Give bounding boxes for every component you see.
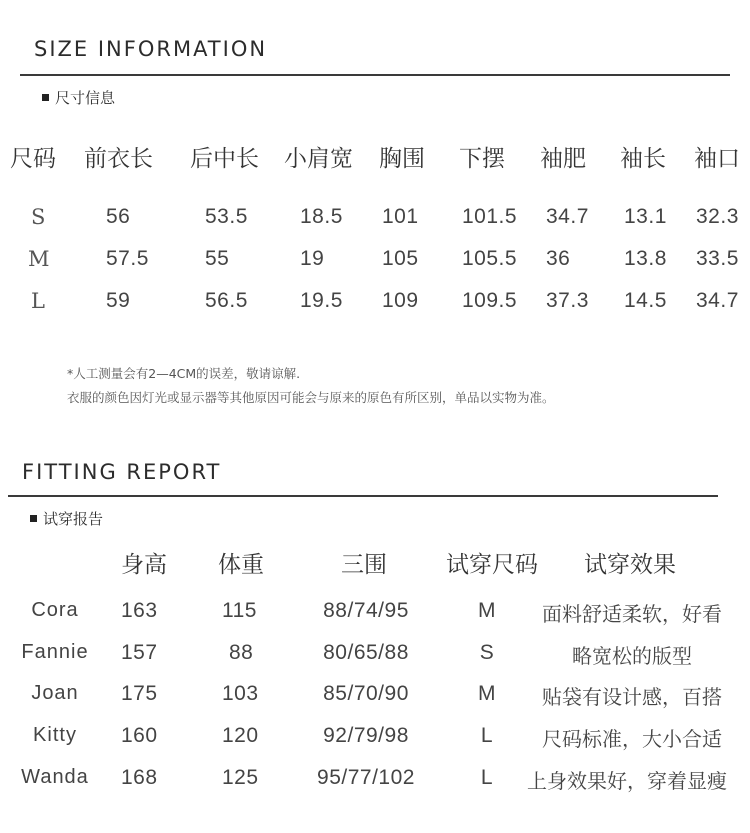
table-cell: 37.3 <box>546 289 589 312</box>
model-measurements: 95/77/102 <box>317 766 415 789</box>
fitting-subtitle-row <box>30 508 103 529</box>
header-hem: 下摆 <box>459 146 505 172</box>
model-fit-size: L <box>480 766 494 789</box>
table-cell: 55 <box>205 247 230 270</box>
model-height: 175 <box>121 682 158 705</box>
header-fit-effect: 试穿效果 <box>584 552 676 578</box>
model-measurements: 88/74/95 <box>323 599 409 622</box>
header-chest: 胸围 <box>379 146 425 172</box>
model-fit-size: S <box>479 641 495 664</box>
model-height: 168 <box>121 766 158 789</box>
fitting-subtitle: 试穿报告 <box>43 510 104 528</box>
table-cell: 13.1 <box>624 205 667 228</box>
header-front-length: 前衣长 <box>84 146 153 172</box>
table-cell: 101.5 <box>462 205 518 228</box>
header-height: 身高 <box>121 552 167 578</box>
model-name: Cora <box>31 599 79 621</box>
table-cell: 57.5 <box>106 247 149 270</box>
model-height: 163 <box>121 599 158 622</box>
header-sleeve-width: 袖肥 <box>540 146 586 172</box>
fitting-report-divider <box>8 495 718 497</box>
model-fit-effect: 略宽松的版型 <box>572 644 692 668</box>
table-cell: 101 <box>382 205 419 228</box>
header-sleeve-length: 袖长 <box>620 146 666 172</box>
model-name: Joan <box>31 682 79 704</box>
model-height: 157 <box>121 641 158 664</box>
size-label: S <box>31 205 46 229</box>
table-cell: 14.5 <box>624 289 667 312</box>
table-cell: 59 <box>106 289 131 312</box>
table-cell: 19 <box>300 247 325 270</box>
model-fit-size: L <box>480 724 494 747</box>
table-cell: 109 <box>382 289 419 312</box>
model-name: Fannie <box>21 641 89 663</box>
model-fit-effect: 面料舒适柔软，好看 <box>542 602 722 626</box>
model-measurements: 80/65/88 <box>323 641 409 664</box>
size-label: L <box>31 289 45 313</box>
model-name: Wanda <box>21 766 89 788</box>
header-measurements: 三围 <box>341 552 387 578</box>
header-shoulder-width: 小肩宽 <box>284 146 353 172</box>
table-cell: 13.8 <box>624 247 667 270</box>
size-info-divider <box>20 74 730 76</box>
model-fit-effect: 尺码标准，大小合适 <box>542 727 722 751</box>
table-cell: 33.5 <box>696 247 739 270</box>
model-weight: 88 <box>229 641 254 664</box>
table-cell: 34.7 <box>696 289 739 312</box>
header-size: 尺码 <box>10 146 56 172</box>
table-cell: 105 <box>382 247 419 270</box>
bullet-icon <box>42 94 49 101</box>
table-cell: 109.5 <box>462 289 518 312</box>
color-note: 衣服的颜色因灯光或显示器等其他原因可能会与原来的原色有所区别，单品以实物为准。 <box>67 390 555 405</box>
table-cell: 36 <box>546 247 571 270</box>
size-label: M <box>28 247 50 271</box>
model-fit-effect: 贴袋有设计感，百搭 <box>542 685 722 709</box>
size-info-title: SIZE INFORMATION <box>34 37 268 61</box>
model-height: 160 <box>121 724 158 747</box>
table-cell: 56.5 <box>205 289 248 312</box>
table-cell: 34.7 <box>546 205 589 228</box>
measurement-note: *人工测量会有2—4CM的误差，敬请谅解. <box>67 366 301 381</box>
table-cell: 56 <box>106 205 131 228</box>
model-weight: 120 <box>222 724 259 747</box>
model-weight: 115 <box>222 599 257 622</box>
table-cell: 19.5 <box>300 289 343 312</box>
table-cell: 53.5 <box>205 205 248 228</box>
header-fit-size: 试穿尺码 <box>446 552 538 578</box>
header-back-length: 后中长 <box>190 146 259 172</box>
model-name: Kitty <box>33 724 77 746</box>
size-info-subtitle: 尺寸信息 <box>55 89 116 107</box>
model-measurements: 85/70/90 <box>323 682 409 705</box>
model-weight: 125 <box>222 766 259 789</box>
table-cell: 105.5 <box>462 247 518 270</box>
model-fit-size: M <box>478 682 496 705</box>
model-measurements: 92/79/98 <box>323 724 409 747</box>
size-info-subtitle-row <box>42 87 115 108</box>
header-weight: 体重 <box>218 552 264 578</box>
table-cell: 32.3 <box>696 205 739 228</box>
model-fit-size: M <box>478 599 496 622</box>
header-cuff: 袖口 <box>694 146 740 172</box>
table-cell: 18.5 <box>300 205 343 228</box>
bullet-icon <box>30 515 37 522</box>
model-fit-effect: 上身效果好，穿着显瘦 <box>527 769 727 793</box>
model-weight: 103 <box>222 682 259 705</box>
fitting-report-title: FITTING REPORT <box>22 460 222 484</box>
